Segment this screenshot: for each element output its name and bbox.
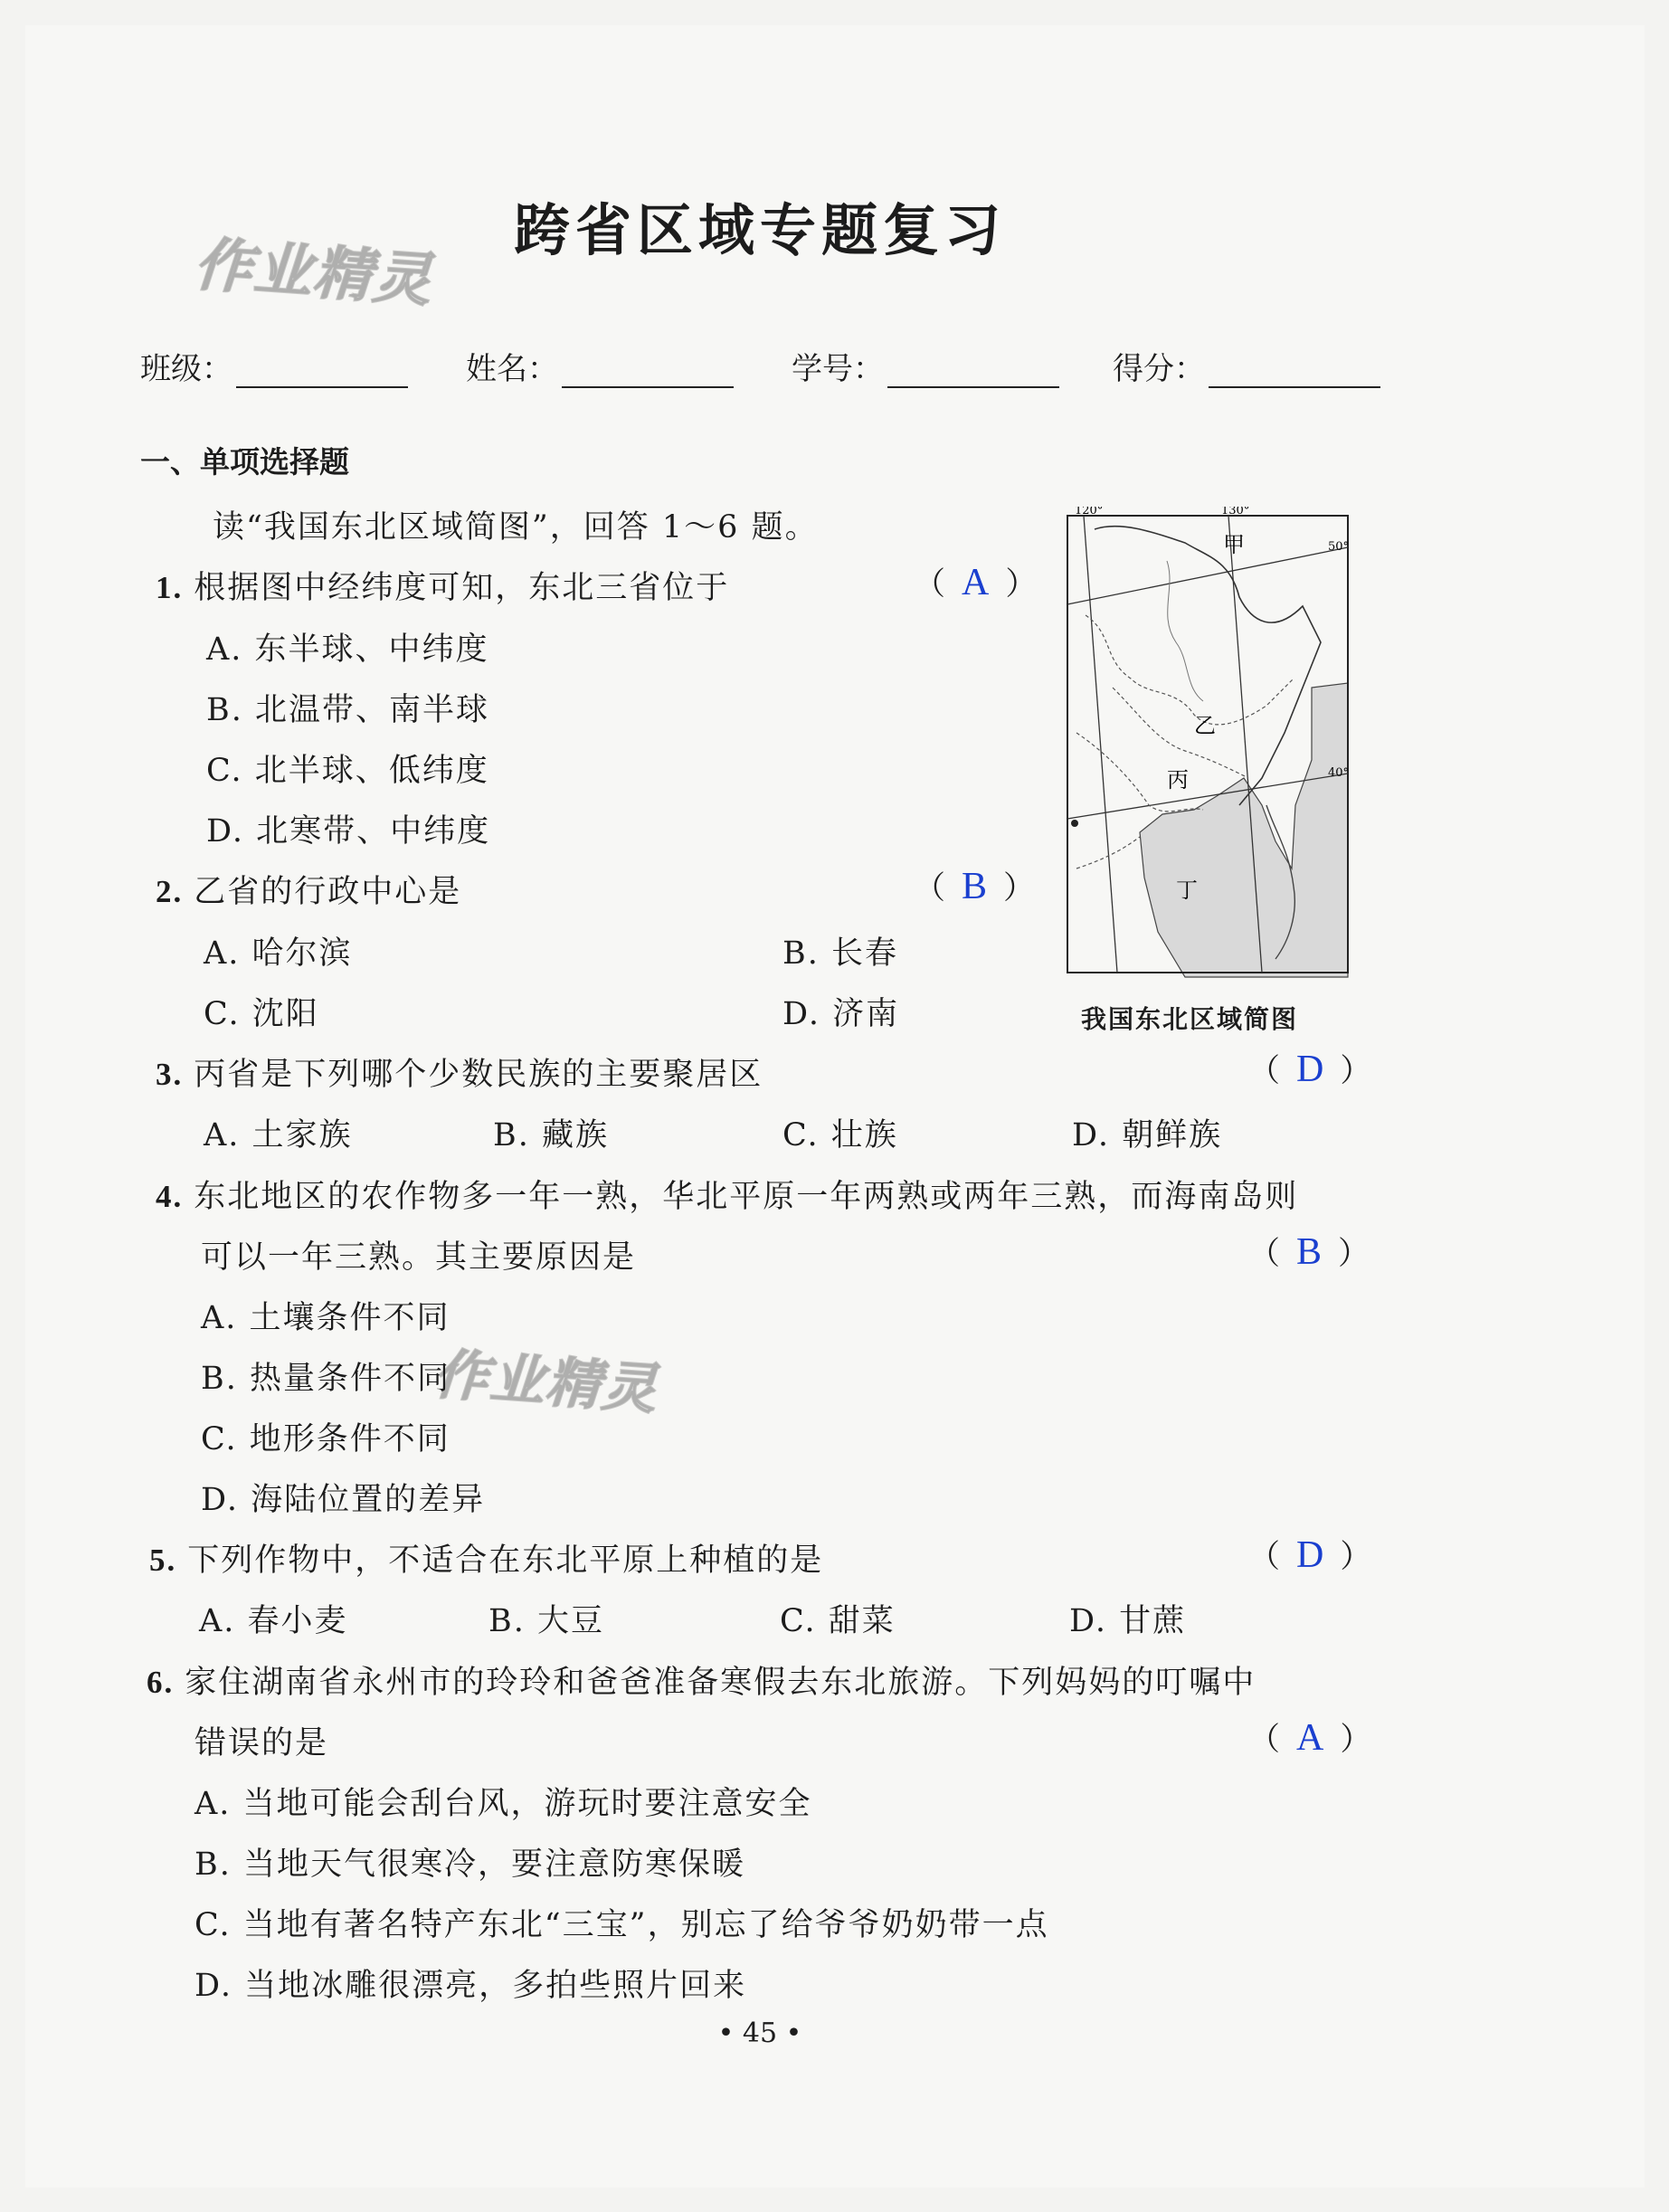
question-stem-cont: 可以一年三熟。其主要原因是 bbox=[201, 1239, 637, 1276]
paren: （ bbox=[1248, 1722, 1281, 1758]
province-border bbox=[1086, 615, 1294, 725]
intro-text: 读“我国东北区域简图”，回答 1～6 题。 bbox=[213, 509, 819, 546]
option: A. 春小麦 bbox=[199, 1603, 348, 1639]
score-field[interactable] bbox=[1113, 344, 1380, 388]
answer-letter: B bbox=[962, 866, 988, 907]
question-6 bbox=[147, 1657, 1256, 1703]
option: B. 热量条件不同 bbox=[201, 1361, 450, 1397]
option: C. 地形条件不同 bbox=[201, 1421, 450, 1457]
question-stem: 乙省的行政中心是 bbox=[194, 874, 462, 910]
option: D. 朝鲜族 bbox=[1072, 1117, 1223, 1153]
option: C. 壮族 bbox=[782, 1117, 898, 1153]
page-title: 跨省区域专题复习 bbox=[513, 197, 1006, 263]
paren: ） bbox=[1005, 566, 1038, 603]
answer-letter: B bbox=[1296, 1231, 1323, 1273]
question-number: 6. bbox=[147, 1665, 175, 1700]
meridian-120 bbox=[1084, 516, 1117, 973]
class-label: 班级： bbox=[140, 351, 232, 387]
province-bing: 丙 bbox=[1167, 767, 1189, 793]
question-2 bbox=[156, 867, 461, 912]
question-3 bbox=[156, 1049, 763, 1095]
question-1 bbox=[156, 563, 729, 608]
score-blank[interactable] bbox=[1209, 354, 1380, 388]
option: B. 当地天气很寒冷，要注意防寒保暖 bbox=[194, 1846, 745, 1883]
page-number: • 45 • bbox=[717, 2017, 802, 2049]
question-4 bbox=[156, 1172, 1298, 1217]
lon-label: 120° bbox=[1075, 507, 1104, 517]
answer-1 bbox=[914, 559, 1037, 604]
answer-letter: A bbox=[962, 562, 990, 603]
option: C. 当地有著名特产东北“三宝”，别忘了给爷爷奶奶带一点 bbox=[194, 1907, 1049, 1943]
answer-letter: A bbox=[1296, 1717, 1324, 1759]
paren: ） bbox=[1340, 1053, 1372, 1089]
question-number: 4. bbox=[156, 1179, 184, 1214]
question-stem: 东北地区的农作物多一年一熟，华北平原一年两熟或两年三熟，而海南岛则 bbox=[194, 1179, 1299, 1215]
option: D. 海陆位置的差异 bbox=[201, 1482, 486, 1518]
paren: ） bbox=[1003, 870, 1036, 907]
name-blank[interactable] bbox=[562, 354, 734, 388]
option: D. 北寒带、中纬度 bbox=[206, 813, 491, 850]
question-number: 1. bbox=[156, 570, 184, 605]
watermark: 作业精灵 bbox=[192, 231, 435, 316]
province-yi: 乙 bbox=[1194, 713, 1216, 738]
question-5 bbox=[149, 1535, 823, 1581]
question-stem: 下列作物中，不适合在东北平原上种植的是 bbox=[187, 1543, 824, 1579]
section-title: 一、单项选择题 bbox=[140, 444, 349, 479]
option: B. 藏族 bbox=[493, 1117, 609, 1153]
map-svg bbox=[1058, 507, 1352, 982]
question-number: 2. bbox=[156, 874, 184, 909]
question-stem: 根据图中经纬度可知，东北三省位于 bbox=[194, 570, 730, 606]
question-stem-cont: 错误的是 bbox=[194, 1725, 329, 1761]
northeast-map bbox=[1058, 507, 1352, 982]
paren: （ bbox=[1248, 1053, 1281, 1089]
name-field[interactable] bbox=[466, 344, 734, 388]
question-number: 5. bbox=[149, 1543, 177, 1578]
option: D. 甘蔗 bbox=[1069, 1603, 1187, 1639]
option: A. 哈尔滨 bbox=[204, 935, 353, 972]
paren: （ bbox=[914, 566, 946, 603]
answer-5 bbox=[1248, 1532, 1371, 1577]
option: D. 当地冰雕很漂亮，多拍些照片回来 bbox=[194, 1968, 747, 2004]
answer-2 bbox=[914, 863, 1035, 908]
answer-4 bbox=[1248, 1229, 1370, 1274]
id-field[interactable] bbox=[792, 344, 1059, 388]
option: C. 北半球、低纬度 bbox=[206, 753, 489, 789]
id-label: 学号： bbox=[792, 351, 884, 387]
option: B. 长春 bbox=[782, 935, 898, 972]
option: C. 甜菜 bbox=[780, 1603, 896, 1639]
paren: （ bbox=[1248, 1236, 1281, 1272]
answer-6 bbox=[1248, 1714, 1371, 1760]
question-stem: 家住湖南省永州市的玲玲和爸爸准备寒假去东北旅游。下列妈妈的叮嘱中 bbox=[185, 1665, 1256, 1701]
score-label: 得分： bbox=[1113, 351, 1205, 387]
lat-label: 50° bbox=[1328, 540, 1350, 554]
option: A. 土壤条件不同 bbox=[201, 1300, 450, 1336]
option: A. 当地可能会刮台风，游玩时要注意安全 bbox=[194, 1786, 812, 1822]
lat-label: 40° bbox=[1328, 766, 1350, 780]
option: A. 土家族 bbox=[204, 1117, 353, 1153]
option: B. 北温带、南半球 bbox=[206, 692, 489, 728]
answer-letter: D bbox=[1296, 1534, 1324, 1576]
option: D. 济南 bbox=[782, 996, 900, 1032]
class-blank[interactable] bbox=[236, 354, 408, 388]
lon-label: 130° bbox=[1221, 507, 1250, 517]
paren: ） bbox=[1340, 1539, 1372, 1575]
river-line bbox=[1167, 561, 1203, 701]
map-caption: 我国东北区域简图 bbox=[1081, 1004, 1299, 1034]
paren: ） bbox=[1338, 1236, 1370, 1272]
option: B. 大豆 bbox=[488, 1603, 604, 1639]
class-field[interactable] bbox=[140, 344, 408, 388]
name-label: 姓名： bbox=[466, 351, 558, 387]
province-jia: 甲 bbox=[1223, 532, 1245, 557]
answer-3 bbox=[1248, 1046, 1371, 1091]
watermark: 作业精灵 bbox=[431, 1343, 660, 1422]
question-number: 3. bbox=[156, 1057, 184, 1092]
border-line bbox=[1095, 527, 1321, 805]
option: C. 沈阳 bbox=[204, 996, 319, 1032]
id-blank[interactable] bbox=[887, 354, 1059, 388]
province-ding: 丁 bbox=[1176, 878, 1198, 903]
paren: ） bbox=[1340, 1722, 1372, 1758]
paren: （ bbox=[1248, 1539, 1281, 1575]
capital-dot bbox=[1071, 820, 1078, 827]
answer-letter: D bbox=[1296, 1049, 1324, 1090]
paren: （ bbox=[914, 870, 946, 907]
option: A. 东半球、中纬度 bbox=[206, 631, 489, 668]
question-stem: 丙省是下列哪个少数民族的主要聚居区 bbox=[194, 1057, 763, 1093]
